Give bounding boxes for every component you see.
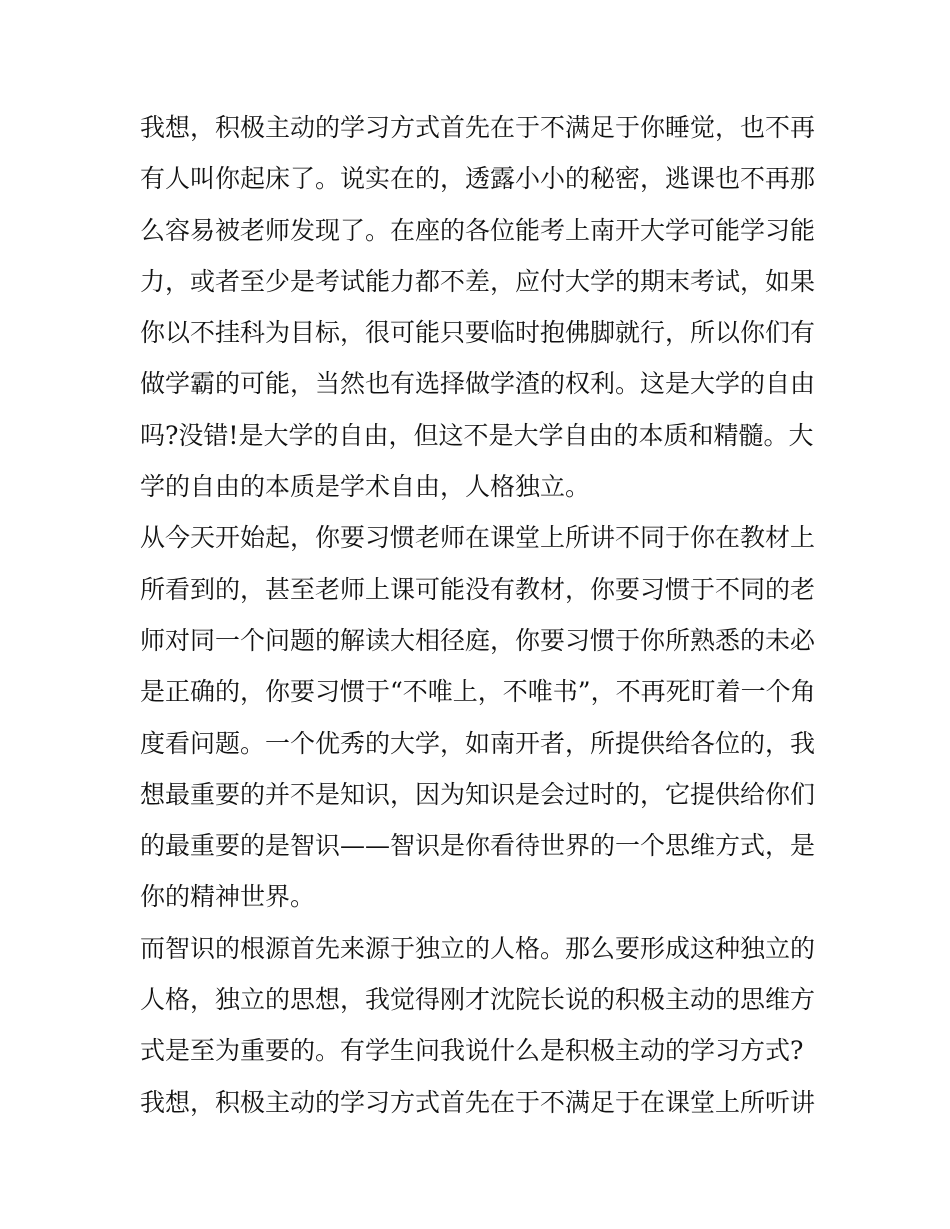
text-line: 度看问题。一个优秀的大学，如南开者，所提供给各位的，我 [140, 728, 816, 758]
text-line: 有人叫你起床了。说实在的，透露小小的秘密，逃课也不再那 [140, 164, 816, 194]
text-line: 吗?没错!是大学的自由，但这不是大学自由的本质和精髓。大 [140, 420, 814, 450]
text-line: 我想，积极主动的学习方式首先在于不满足于你睡觉，也不再 [140, 113, 816, 142]
paragraph-3 [140, 923, 820, 1128]
text-line: 所看到的，甚至老师上课可能没有教材，你要习惯于不同的老 [140, 574, 816, 604]
text-line: 么容易被老师发现了。在座的各位能考上南开大学可能学习能 [140, 215, 816, 245]
text-line: 我想，积极主动的学习方式首先在于不满足于在课堂上所听讲 [140, 1087, 816, 1117]
text-line: 而智识的根源首先来源于独立的人格。那么要形成这种独立的 [140, 933, 816, 963]
text-line: 式是至为重要的。有学生问我说什么是积极主动的学习方式? [140, 1036, 804, 1066]
paragraph-2 [140, 512, 820, 922]
document-body [140, 102, 820, 1128]
text-line: 做学霸的可能，当然也有选择做学渣的权利。这是大学的自由 [140, 369, 816, 399]
text-line: 的最重要的是智识——智识是你看待世界的一个思维方式，是 [140, 831, 816, 861]
text-line: 学的自由的本质是学术自由，人格独立。 [140, 472, 591, 502]
text-line: 师对同一个问题的解读大相径庭，你要习惯于你所熟悉的未必 [140, 625, 816, 655]
text-line: 从今天开始起，你要习惯老师在课堂上所讲不同于你在教材上 [140, 523, 816, 553]
text-line: 人格，独立的思想，我觉得刚才沈院长说的积极主动的思维方 [140, 985, 816, 1015]
text-line: 是正确的，你要习惯于“不唯上，不唯书”，不再死盯着一个角 [140, 677, 816, 707]
text-line: 你以不挂科为目标，很可能只要临时抱佛脚就行，所以你们有 [140, 318, 816, 348]
paragraph-1 [140, 102, 820, 512]
text-line: 力，或者至少是考试能力都不差，应付大学的期末考试，如果 [140, 266, 816, 296]
text-line: 想最重要的并不是知识，因为知识是会过时的，它提供给你们 [140, 779, 816, 809]
text-line: 你的精神世界。 [140, 882, 316, 912]
